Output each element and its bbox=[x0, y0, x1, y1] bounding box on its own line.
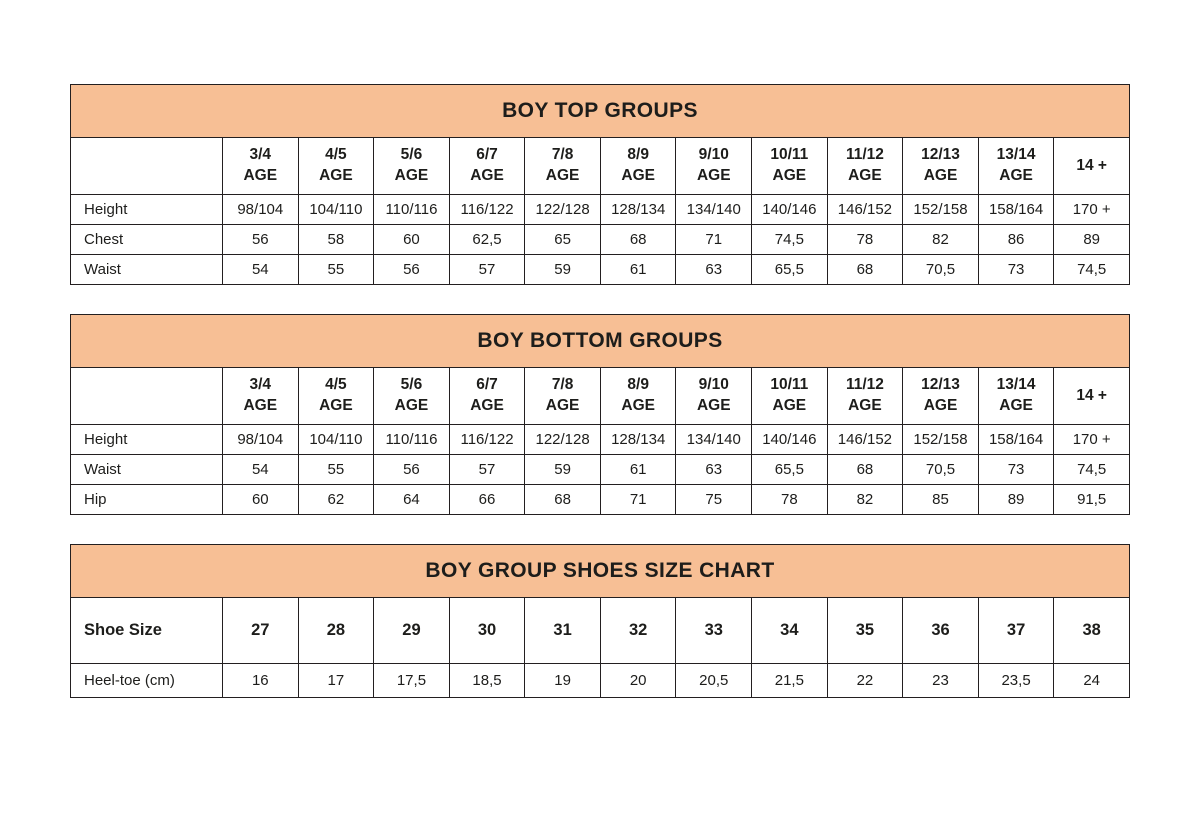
table-cell: 82 bbox=[827, 485, 903, 515]
table-cell: 74,5 bbox=[1054, 255, 1130, 285]
row-label: Waist bbox=[71, 255, 223, 285]
table-cell: 74,5 bbox=[752, 225, 828, 255]
table-cell: 122/128 bbox=[525, 195, 601, 225]
column-header-line: 6/7 bbox=[476, 376, 498, 394]
table-cell: 73 bbox=[978, 255, 1054, 285]
table-cell: 56 bbox=[374, 255, 450, 285]
table-cell: 55 bbox=[298, 455, 374, 485]
table-cell: 158/164 bbox=[978, 425, 1054, 455]
column-header-line: 10/11 bbox=[770, 146, 809, 164]
table-cell: 116/122 bbox=[449, 425, 525, 455]
column-header-line: 7/8 bbox=[551, 376, 574, 394]
table-cell: 104/110 bbox=[298, 425, 374, 455]
column-header-line: AGE bbox=[319, 167, 353, 184]
column-header bbox=[752, 138, 828, 195]
size-table-boy-bottom-groups bbox=[70, 314, 1130, 515]
column-header-line: 13/14 bbox=[996, 376, 1036, 394]
table-cell: 61 bbox=[600, 255, 676, 285]
row-label: Hip bbox=[71, 485, 223, 515]
table-cell: 68 bbox=[827, 255, 903, 285]
column-header bbox=[298, 598, 374, 664]
table-cell: 61 bbox=[600, 455, 676, 485]
column-header-line: 33 bbox=[704, 621, 723, 640]
table-cell: 73 bbox=[978, 455, 1054, 485]
table-cell: 104/110 bbox=[298, 195, 374, 225]
table-cell: 116/122 bbox=[449, 195, 525, 225]
column-header bbox=[978, 138, 1054, 195]
size-charts bbox=[70, 84, 1130, 698]
column-header bbox=[223, 138, 299, 195]
table-cell: 68 bbox=[525, 485, 601, 515]
table-row bbox=[71, 225, 1130, 255]
column-header bbox=[1054, 138, 1130, 195]
table-cell: 21,5 bbox=[752, 664, 828, 698]
column-header bbox=[676, 598, 752, 664]
table-cell: 63 bbox=[676, 455, 752, 485]
table-cell: 128/134 bbox=[600, 195, 676, 225]
column-header-line: AGE bbox=[999, 397, 1033, 414]
table-cell: 56 bbox=[374, 455, 450, 485]
column-header bbox=[903, 368, 979, 425]
column-header bbox=[978, 368, 1054, 425]
table-cell: 20,5 bbox=[676, 664, 752, 698]
column-header-line: 34 bbox=[780, 621, 799, 640]
table-cell: 140/146 bbox=[752, 425, 828, 455]
table-cell: 68 bbox=[827, 455, 903, 485]
table-cell: 134/140 bbox=[676, 195, 752, 225]
column-header bbox=[676, 138, 752, 195]
table-cell: 70,5 bbox=[903, 255, 979, 285]
column-header bbox=[752, 368, 828, 425]
column-header-line: 9/10 bbox=[698, 146, 729, 164]
column-header-line: 8/9 bbox=[627, 376, 649, 394]
table-cell: 89 bbox=[978, 485, 1054, 515]
table-cell: 16 bbox=[223, 664, 299, 698]
table-cell: 57 bbox=[449, 455, 525, 485]
table-cell: 78 bbox=[752, 485, 828, 515]
column-header bbox=[525, 138, 601, 195]
table-cell: 56 bbox=[223, 225, 299, 255]
table-cell: 110/116 bbox=[374, 425, 450, 455]
column-header bbox=[374, 368, 450, 425]
column-header-line: AGE bbox=[999, 167, 1033, 184]
column-header-line: AGE bbox=[696, 167, 731, 184]
table-cell: 20 bbox=[600, 664, 676, 698]
table-cell: 98/104 bbox=[223, 425, 299, 455]
row-label: Heel-toe (cm) bbox=[71, 664, 223, 698]
table-cell: 17 bbox=[298, 664, 374, 698]
table-cell: 62 bbox=[298, 485, 374, 515]
table-cell: 134/140 bbox=[676, 425, 752, 455]
table-cell: 152/158 bbox=[903, 195, 979, 225]
column-header bbox=[223, 598, 299, 664]
column-header bbox=[449, 598, 525, 664]
column-header-line: AGE bbox=[243, 167, 278, 184]
column-header-line: 3/4 bbox=[249, 146, 272, 164]
column-header-line: 5/6 bbox=[400, 146, 423, 164]
table-cell: 57 bbox=[449, 255, 525, 285]
column-header-line: AGE bbox=[923, 397, 958, 414]
table-title: BOY TOP GROUPS bbox=[71, 85, 1130, 138]
row-label bbox=[71, 368, 223, 425]
column-header-line: 30 bbox=[477, 621, 497, 640]
column-header bbox=[374, 138, 450, 195]
table-cell: 54 bbox=[223, 255, 299, 285]
table-cell: 59 bbox=[525, 455, 601, 485]
table-cell: 17,5 bbox=[374, 664, 450, 698]
column-header-line: 35 bbox=[855, 621, 875, 640]
table-cell: 23,5 bbox=[978, 664, 1054, 698]
column-header-line: 14 + bbox=[1076, 386, 1107, 404]
row-label: Height bbox=[71, 195, 223, 225]
column-header-line: 37 bbox=[1006, 621, 1026, 640]
column-header bbox=[903, 138, 979, 195]
table-cell: 170 + bbox=[1054, 195, 1130, 225]
column-header-line: 32 bbox=[629, 621, 648, 640]
column-header-line: 13/14 bbox=[996, 146, 1036, 164]
table-cell: 22 bbox=[827, 664, 903, 698]
table-cell: 158/164 bbox=[978, 195, 1054, 225]
column-header-row bbox=[71, 138, 1130, 195]
row-label: Waist bbox=[71, 455, 223, 485]
table-cell: 140/146 bbox=[752, 195, 828, 225]
column-header bbox=[525, 368, 601, 425]
column-header bbox=[752, 598, 828, 664]
table-cell: 170 + bbox=[1054, 425, 1130, 455]
table-cell: 98/104 bbox=[223, 195, 299, 225]
column-header-line: 11/12 bbox=[845, 376, 884, 394]
column-header-line: AGE bbox=[772, 397, 807, 414]
table-cell: 65 bbox=[525, 225, 601, 255]
table-cell: 85 bbox=[903, 485, 979, 515]
column-header-line: 14 + bbox=[1076, 156, 1107, 174]
table-cell: 71 bbox=[600, 485, 676, 515]
column-header-line: AGE bbox=[545, 397, 580, 414]
column-header bbox=[449, 368, 525, 425]
table-row bbox=[71, 455, 1130, 485]
column-header bbox=[978, 598, 1054, 664]
column-header-line: AGE bbox=[621, 167, 655, 184]
column-header-line: 12/13 bbox=[921, 146, 960, 164]
column-header-line: AGE bbox=[621, 397, 655, 414]
column-header-line: 3/4 bbox=[249, 376, 272, 394]
column-header-line: 31 bbox=[553, 621, 572, 640]
table-cell: 23 bbox=[903, 664, 979, 698]
table-cell: 18,5 bbox=[449, 664, 525, 698]
table-cell: 128/134 bbox=[600, 425, 676, 455]
table-cell: 78 bbox=[827, 225, 903, 255]
table-cell: 54 bbox=[223, 455, 299, 485]
column-header bbox=[827, 138, 903, 195]
table-cell: 65,5 bbox=[752, 255, 828, 285]
column-header-line: 38 bbox=[1082, 621, 1101, 640]
table-cell: 86 bbox=[978, 225, 1054, 255]
column-header bbox=[600, 598, 676, 664]
column-header-line: 27 bbox=[251, 621, 270, 640]
table-cell: 89 bbox=[1054, 225, 1130, 255]
column-header-line: AGE bbox=[772, 167, 807, 184]
column-header-line: AGE bbox=[394, 397, 429, 414]
column-header-line: 5/6 bbox=[400, 376, 423, 394]
size-table-boy-top-groups bbox=[70, 84, 1130, 285]
column-header bbox=[449, 138, 525, 195]
column-header-line: 6/7 bbox=[476, 146, 498, 164]
table-row bbox=[71, 195, 1130, 225]
column-header bbox=[676, 368, 752, 425]
column-header-line: 10/11 bbox=[770, 376, 809, 394]
table-cell: 19 bbox=[525, 664, 601, 698]
table-cell: 71 bbox=[676, 225, 752, 255]
table-cell: 122/128 bbox=[525, 425, 601, 455]
table-cell: 59 bbox=[525, 255, 601, 285]
table-cell: 146/152 bbox=[827, 195, 903, 225]
column-header-line: 4/5 bbox=[325, 376, 347, 394]
table-cell: 74,5 bbox=[1054, 455, 1130, 485]
table-row bbox=[71, 255, 1130, 285]
table-cell: 55 bbox=[298, 255, 374, 285]
column-header-line: 4/5 bbox=[325, 146, 347, 164]
table-title: BOY GROUP SHOES SIZE CHART bbox=[71, 545, 1130, 598]
column-header-line: 7/8 bbox=[551, 146, 574, 164]
column-header bbox=[903, 598, 979, 664]
table-cell: 70,5 bbox=[903, 455, 979, 485]
table-row bbox=[71, 664, 1130, 698]
column-header-line: AGE bbox=[243, 397, 278, 414]
column-header-row bbox=[71, 368, 1130, 425]
column-header bbox=[827, 598, 903, 664]
table-cell: 82 bbox=[903, 225, 979, 255]
column-header bbox=[374, 598, 450, 664]
table-cell: 65,5 bbox=[752, 455, 828, 485]
column-header bbox=[1054, 598, 1130, 664]
size-table-boy-group-shoes-size-chart bbox=[70, 544, 1130, 698]
table-row bbox=[71, 425, 1130, 455]
table-cell: 62,5 bbox=[449, 225, 525, 255]
table-title-row bbox=[71, 545, 1130, 598]
row-label: Height bbox=[71, 425, 223, 455]
column-header-line: 36 bbox=[931, 621, 950, 640]
table-cell: 66 bbox=[449, 485, 525, 515]
column-header bbox=[600, 368, 676, 425]
column-header bbox=[223, 368, 299, 425]
column-header bbox=[600, 138, 676, 195]
table-title: BOY BOTTOM GROUPS bbox=[71, 315, 1130, 368]
table-cell: 60 bbox=[374, 225, 450, 255]
column-header bbox=[525, 598, 601, 664]
column-header-line: AGE bbox=[470, 397, 504, 414]
column-header-line: AGE bbox=[696, 397, 731, 414]
table-cell: 91,5 bbox=[1054, 485, 1130, 515]
column-header-row bbox=[71, 598, 1130, 664]
column-header bbox=[298, 138, 374, 195]
table-row bbox=[71, 485, 1130, 515]
column-header-line: AGE bbox=[923, 167, 958, 184]
table-cell: 24 bbox=[1054, 664, 1130, 698]
column-header bbox=[298, 368, 374, 425]
table-title-row bbox=[71, 315, 1130, 368]
column-header-line: 28 bbox=[326, 621, 346, 640]
column-header-line: 12/13 bbox=[921, 376, 960, 394]
column-header-line: AGE bbox=[848, 167, 882, 184]
column-header-line: 11/12 bbox=[845, 146, 884, 164]
column-header-line: AGE bbox=[394, 167, 429, 184]
column-header-line: AGE bbox=[470, 167, 504, 184]
table-cell: 152/158 bbox=[903, 425, 979, 455]
table-title-row bbox=[71, 85, 1130, 138]
table-cell: 75 bbox=[676, 485, 752, 515]
table-cell: 63 bbox=[676, 255, 752, 285]
table-cell: 110/116 bbox=[374, 195, 450, 225]
row-label: Shoe Size bbox=[71, 598, 223, 664]
column-header-line: 9/10 bbox=[698, 376, 729, 394]
column-header bbox=[827, 368, 903, 425]
table-cell: 146/152 bbox=[827, 425, 903, 455]
row-label bbox=[71, 138, 223, 195]
column-header-line: 8/9 bbox=[627, 146, 649, 164]
table-cell: 68 bbox=[600, 225, 676, 255]
table-cell: 58 bbox=[298, 225, 374, 255]
row-label: Chest bbox=[71, 225, 223, 255]
column-header-line: 29 bbox=[402, 621, 421, 640]
column-header-line: AGE bbox=[848, 397, 882, 414]
column-header bbox=[1054, 368, 1130, 425]
table-cell: 60 bbox=[223, 485, 299, 515]
column-header-line: AGE bbox=[545, 167, 580, 184]
column-header-line: AGE bbox=[319, 397, 353, 414]
table-cell: 64 bbox=[374, 485, 450, 515]
